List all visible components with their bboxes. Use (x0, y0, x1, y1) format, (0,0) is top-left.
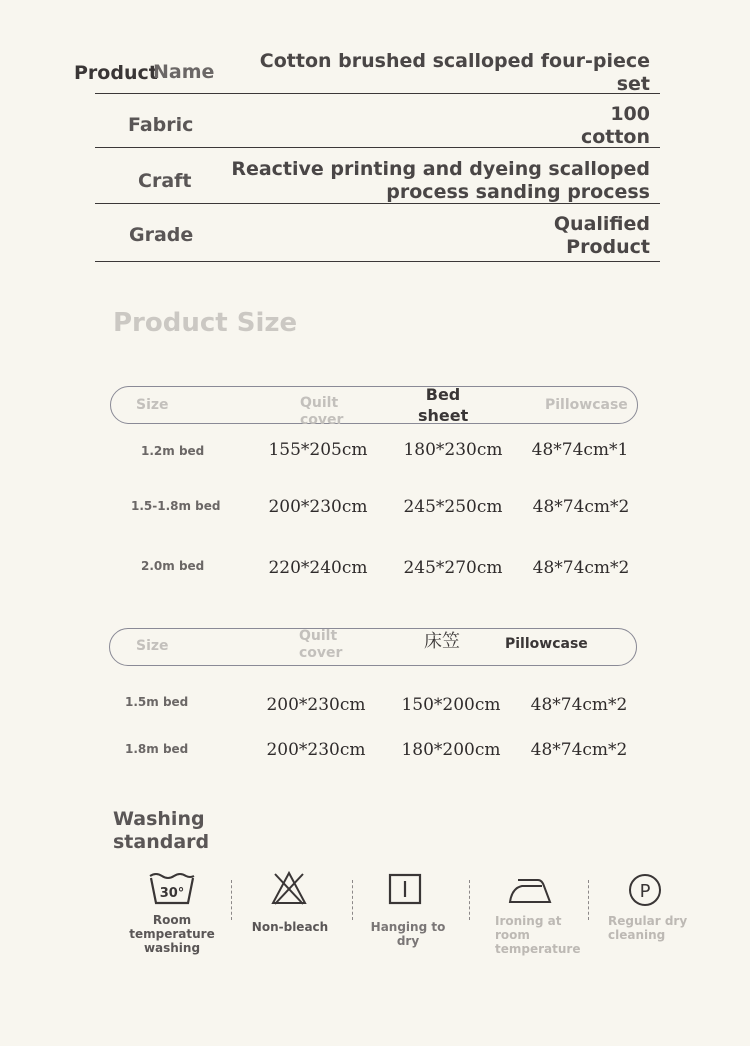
row-size: 2.0m bed (141, 559, 205, 573)
header-line: sheet (418, 406, 469, 425)
spec-label-product: Product (74, 62, 158, 84)
hang-dry-icon (388, 873, 422, 905)
header-pillowcase: Pillowcase (505, 636, 588, 652)
wash-label-line: Ironing at (495, 914, 562, 928)
wash-label-line: cleaning (608, 928, 666, 942)
no-bleach-icon (270, 870, 308, 906)
spec-label-craft: Craft (138, 170, 192, 192)
header-line: Quilt (299, 628, 338, 644)
washing-title-line: standard (113, 831, 210, 853)
row-size: 1.5-1.8m bed (131, 499, 221, 513)
spec-value-line: Qualified (553, 213, 650, 235)
iron-icon (508, 874, 552, 904)
divider (469, 880, 470, 920)
header-bed-sheet (418, 384, 468, 426)
spec-value-fabric (350, 103, 650, 149)
cell-quilt: 220*240cm (268, 558, 368, 578)
wash-label: Non-bleach (251, 920, 329, 934)
dry-clean-icon-text: P (639, 881, 651, 902)
dry-clean-icon (627, 872, 663, 908)
cell-quilt: 200*230cm (266, 695, 366, 715)
spec-value-line: Cotton brushed scalloped four-piece (259, 50, 650, 72)
divider (588, 880, 589, 920)
cell-pillow: 48*74cm*2 (532, 497, 630, 517)
header-line: cover (300, 412, 344, 428)
header-line: cover (299, 645, 343, 661)
cell-quilt: 200*230cm (266, 740, 366, 760)
header-line: Quilt (300, 395, 339, 411)
row-size: 1.8m bed (125, 742, 189, 756)
cell-quilt: 155*205cm (268, 440, 368, 460)
wash-label-line: temperature (495, 942, 581, 956)
row-size: 1.5m bed (125, 695, 189, 709)
wash-label: Hanging to dry (370, 920, 446, 948)
cell-sheet: 180*230cm (403, 440, 503, 460)
header-line: Bed (425, 385, 461, 404)
spec-row-grade (95, 204, 660, 262)
washing-title (113, 808, 209, 854)
wash-label (495, 914, 585, 956)
spec-value-line: cotton (580, 126, 650, 148)
spec-value-line: 100 (610, 103, 650, 125)
divider (231, 880, 232, 920)
header-pillowcase: Pillowcase (545, 397, 628, 413)
header-size: Size (136, 397, 169, 413)
spec-value-line: Reactive printing and dyeing scalloped (231, 158, 650, 180)
wash-30-icon (148, 872, 196, 906)
spec-row-fabric (95, 94, 660, 148)
cell-pillow: 48*74cm*2 (530, 740, 628, 760)
spec-label-name: Name (153, 61, 215, 83)
spec-row-craft (95, 148, 660, 204)
wash-label (112, 913, 232, 955)
row-size: 1.2m bed (141, 444, 205, 458)
spec-row-name (74, 40, 660, 95)
wash-label (608, 914, 698, 942)
wash-label-line: room (495, 928, 530, 942)
cell-pillow: 48*74cm*1 (531, 440, 629, 460)
cell-fitted: 150*200cm (401, 695, 501, 715)
header-quilt-cover (300, 395, 343, 429)
header-size: Size (136, 638, 169, 654)
product-size-title: Product Size (113, 308, 298, 338)
header-fitted-sheet: 床笠 (424, 631, 460, 652)
spec-value-line: Product (566, 236, 650, 258)
cell-fitted: 180*200cm (401, 740, 501, 760)
spec-value-grade (350, 213, 650, 259)
cell-pillow: 48*74cm*2 (532, 558, 630, 578)
wash-label-line: Room temperature (129, 913, 215, 941)
spec-label-fabric: Fabric (128, 114, 194, 136)
cell-sheet: 245*270cm (403, 558, 503, 578)
divider (352, 880, 353, 920)
wash-label-line: washing (143, 941, 201, 955)
cell-quilt: 200*230cm (268, 497, 368, 517)
washing-title-line: Washing (113, 808, 205, 830)
cell-sheet: 245*250cm (403, 497, 503, 517)
wash-label-line: Regular dry (608, 914, 688, 928)
spec-label-grade: Grade (129, 224, 194, 246)
header-quilt-cover (299, 628, 342, 662)
spec-value-craft (220, 158, 650, 204)
wash-30-icon-text: 30° (159, 886, 185, 901)
spec-value-line: set (616, 73, 650, 95)
spec-value-line: process sanding process (386, 181, 650, 203)
cell-pillow: 48*74cm*2 (530, 695, 628, 715)
spec-value-name (250, 50, 650, 96)
